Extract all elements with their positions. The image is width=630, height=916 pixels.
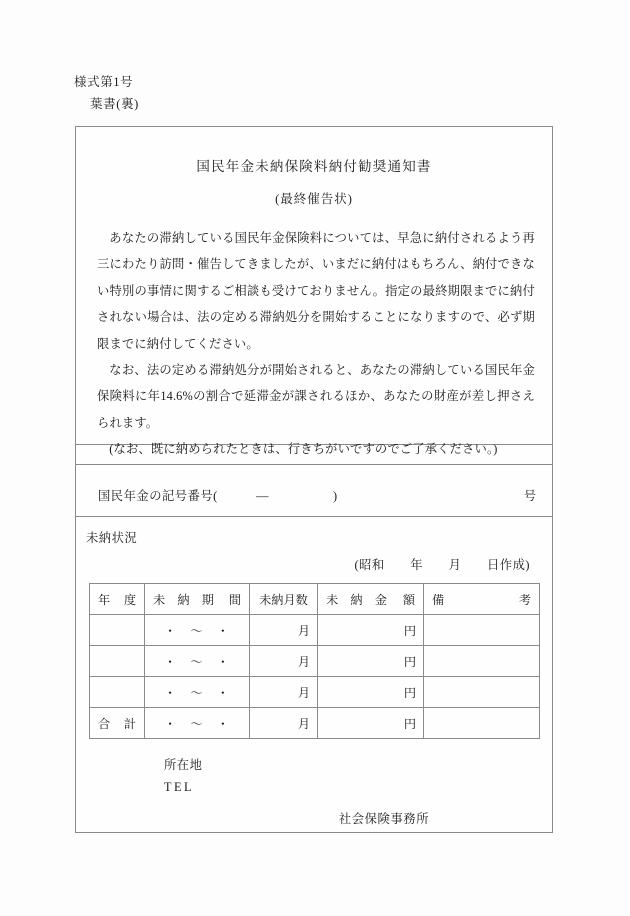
header-period-left: 未 納 期 [153, 592, 214, 607]
cell-note[interactable] [424, 615, 540, 646]
notice-body [97, 225, 535, 463]
spacer-band [76, 445, 552, 465]
cell-period[interactable]: ・ 〜 ・ [145, 646, 250, 677]
pension-number-label: 国民年金の記号番号( ― ) [98, 489, 338, 503]
total-label-left: 合 [98, 716, 111, 731]
header-note-left: 備 [432, 592, 445, 607]
cell-months[interactable]: 月 [250, 615, 318, 646]
unpaid-status-table [89, 583, 540, 739]
notice-paragraph-2: なお、法の定める滞納処分が開始されると、あなたの滞納している国民年金保険料に年14.6%の割合で延滞金が課されるほか、あなたの財産が差し押さえられます。 [97, 363, 535, 430]
tel-label: TEL [164, 780, 195, 794]
table-row [90, 615, 540, 646]
cell-total-amount[interactable]: 円 [318, 708, 424, 739]
header-period-right: 間 [228, 592, 241, 607]
cell-months[interactable]: 月 [250, 677, 318, 708]
notice-paragraph-3: (なお、既に納められたときは、行きちがいですのでご了承ください。) [109, 442, 498, 457]
cell-months[interactable]: 月 [250, 646, 318, 677]
header-cell-note [424, 584, 540, 615]
table-total-row [90, 708, 540, 739]
cell-period[interactable]: ・ 〜 ・ [145, 615, 250, 646]
notice-paragraph-1: あなたの滞納している国民年金保険料については、早急に納付されるよう再三にわたり訪問・催告してきましたが、いまだに納付はもちろん、納付できない特別の事情に関するご相談も受けておりません。指定の最終期限までに納付されない場合は、法の定める滞納処分を開始することになりますので、必ず期限までに納付してください。 [97, 231, 535, 351]
header-year-left: 年 [98, 592, 111, 607]
cell-total-label [90, 708, 145, 739]
cell-year[interactable] [90, 677, 145, 708]
header-cell-amount [318, 584, 424, 615]
pension-number-row [76, 485, 552, 517]
cell-note[interactable] [424, 646, 540, 677]
document-subtitle: (最終催告状) [275, 192, 353, 206]
cell-total-months[interactable]: 月 [250, 708, 318, 739]
cell-year[interactable] [90, 615, 145, 646]
cell-amount[interactable]: 円 [318, 646, 424, 677]
header-amount-right: 額 [402, 592, 415, 607]
cell-amount[interactable]: 円 [318, 615, 424, 646]
pension-number-suffix: 号 [523, 489, 536, 503]
cell-note[interactable] [424, 677, 540, 708]
header-cell-period [145, 584, 250, 615]
table-header-row [90, 584, 540, 615]
total-label-right: 計 [123, 716, 136, 731]
table-row [90, 646, 540, 677]
table-row [90, 677, 540, 708]
header-cell-months: 未納月数 [250, 584, 318, 615]
notice-section [76, 127, 552, 457]
header-amount-left: 未 納 金 [326, 592, 387, 607]
cell-total-note[interactable] [424, 708, 540, 739]
header-note-right: 考 [518, 592, 531, 607]
form-number-label: 様式第1号 [74, 75, 134, 89]
cell-year[interactable] [90, 646, 145, 677]
cell-total-period[interactable]: ・ 〜 ・ [145, 708, 250, 739]
document-title: 国民年金未納保険料納付勧奨通知書 [196, 159, 432, 174]
header-year-right: 度 [123, 592, 136, 607]
cell-period[interactable]: ・ 〜 ・ [145, 677, 250, 708]
header-cell-year [90, 584, 145, 615]
cell-amount[interactable]: 円 [318, 677, 424, 708]
issuing-office-name: 社会保険事務所 [338, 812, 430, 826]
card-type-label: 葉書(裏) [90, 97, 139, 111]
unpaid-status-label: 未納状況 [86, 531, 138, 545]
address-label: 所在地 [164, 758, 203, 772]
creation-date-line: (昭和 年 月 日作成) [354, 558, 530, 572]
notice-frame [75, 126, 553, 833]
form-section [76, 465, 552, 834]
